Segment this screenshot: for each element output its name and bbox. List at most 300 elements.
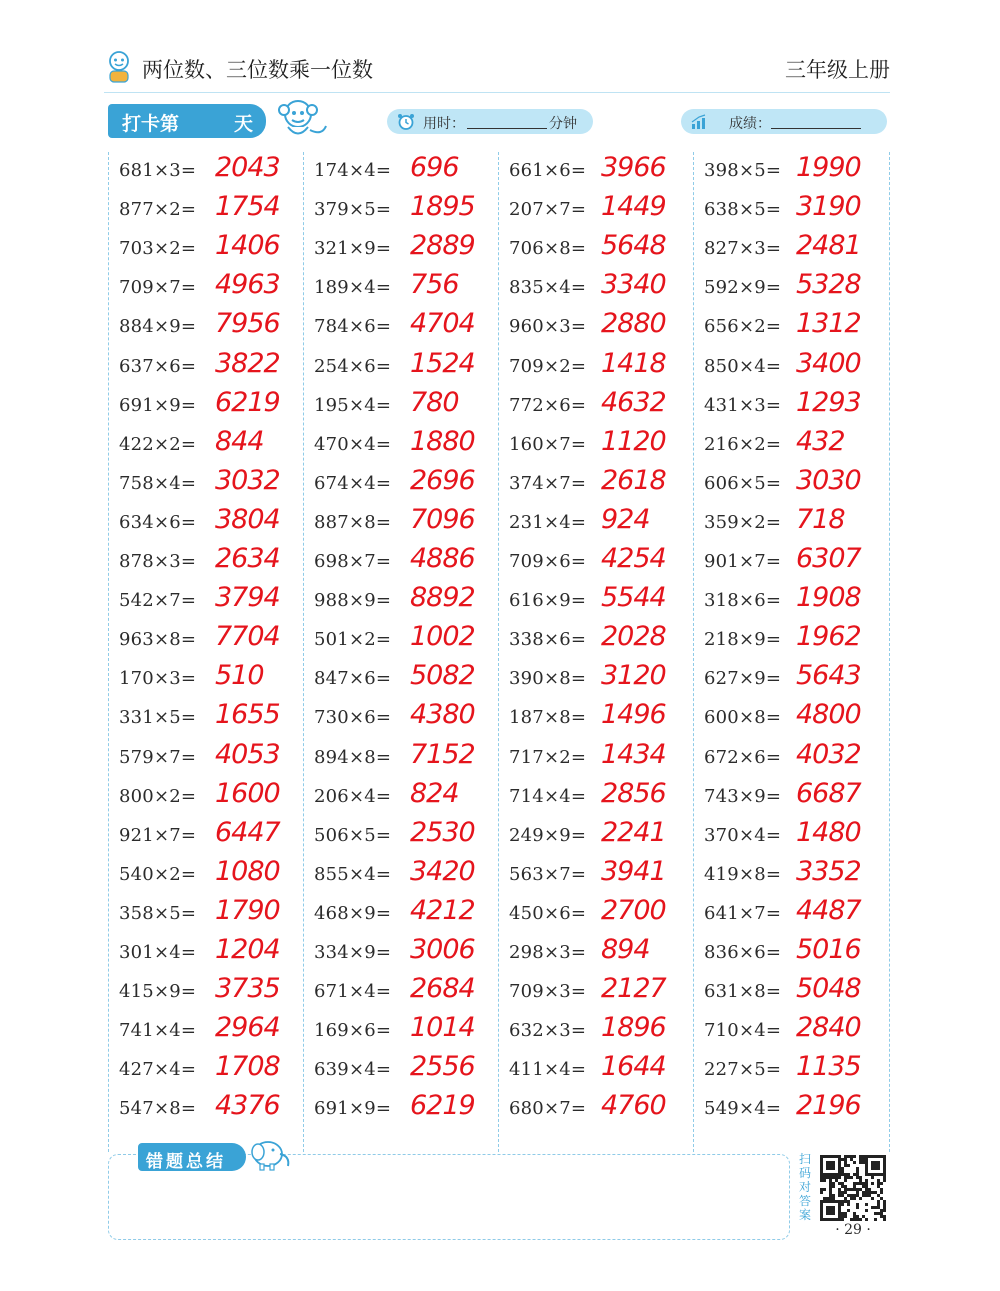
handwritten-answer: 6307 [796, 543, 861, 574]
problem-row [704, 230, 889, 266]
handwritten-answer: 894 [601, 934, 650, 965]
score-field [681, 109, 887, 134]
handwritten-answer: 2634 [215, 543, 280, 574]
handwritten-answer: 432 [796, 425, 845, 457]
problem-row [314, 504, 499, 540]
problem-row [704, 543, 889, 579]
problem-expression: 632×3= [509, 1020, 587, 1042]
handwritten-answer: 1708 [215, 1051, 280, 1083]
problem-row [704, 934, 889, 970]
problem-expression: 960×3= [509, 316, 587, 338]
problem-row [119, 856, 304, 892]
handwritten-answer: 2530 [410, 816, 475, 848]
problem-row [119, 1090, 304, 1126]
handwritten-answer: 3400 [796, 347, 861, 379]
problem-row [509, 308, 694, 344]
time-label: 用时： [423, 116, 465, 132]
problem-expression: 963×8= [119, 629, 197, 651]
handwritten-answer: 1990 [796, 152, 861, 183]
problem-row [314, 348, 499, 384]
problem-row [704, 152, 889, 188]
problem-row [119, 973, 304, 1009]
problem-row [704, 660, 889, 696]
problem-expression: 616×9= [509, 590, 587, 612]
problem-row [314, 1012, 499, 1048]
problem-row [509, 543, 694, 579]
handwritten-answer: 6219 [215, 386, 280, 418]
problem-row [509, 817, 694, 853]
handwritten-answer: 510 [215, 660, 264, 692]
problem-row [509, 739, 694, 775]
problem-expression: 850×4= [704, 355, 782, 377]
problem-row [314, 191, 499, 227]
problem-row [704, 621, 889, 657]
problem-expression: 169×6= [314, 1020, 392, 1042]
problem-expression: 506×5= [314, 824, 392, 846]
problem-row [119, 660, 304, 696]
problem-expression: 606×5= [704, 472, 782, 494]
elephant-mascot-icon [246, 1136, 294, 1172]
problem-expression: 741×4= [119, 1020, 197, 1042]
problem-row [704, 387, 889, 423]
problem-column-1 [108, 152, 304, 1152]
handwritten-answer: 5648 [601, 230, 666, 262]
handwritten-answer: 7096 [410, 503, 475, 535]
problem-expression: 835×4= [509, 277, 587, 299]
qr-code-icon[interactable] [818, 1154, 888, 1222]
problem-expression: 206×4= [314, 785, 392, 807]
scan-for-answers-label [799, 1152, 815, 1222]
time-unit: 分钟 [549, 116, 577, 132]
handwritten-answer: 1655 [215, 699, 280, 731]
problem-expression: 379×5= [314, 199, 392, 221]
problem-expression: 827×3= [704, 238, 782, 260]
problem-expression: 772×6= [509, 394, 587, 416]
problem-expression: 318×6= [704, 590, 782, 612]
handwritten-answer: 4376 [215, 1090, 280, 1122]
problem-expression: 216×2= [704, 433, 782, 455]
handwritten-answer: 8892 [410, 582, 475, 614]
handwritten-answer: 1080 [215, 855, 280, 887]
problem-expression: 501×2= [314, 629, 392, 651]
problem-row [509, 699, 694, 735]
handwritten-answer: 2481 [796, 230, 861, 262]
problem-row [704, 348, 889, 384]
problem-expression: 195×4= [314, 394, 392, 416]
problem-row [119, 387, 304, 423]
problem-row [509, 895, 694, 931]
handwritten-answer: 6447 [215, 816, 280, 848]
problem-expression: 800×2= [119, 785, 197, 807]
problem-row [704, 1051, 889, 1087]
handwritten-answer: 3420 [410, 855, 475, 887]
problem-expression: 579×7= [119, 746, 197, 768]
handwritten-answer: 3030 [796, 464, 861, 496]
problem-row [509, 1051, 694, 1087]
handwritten-answer: 3352 [796, 855, 861, 887]
problem-expression: 681×3= [119, 160, 197, 181]
problem-row [704, 269, 889, 305]
handwritten-answer: 4886 [410, 543, 475, 574]
handwritten-answer: 1600 [215, 777, 280, 809]
handwritten-answer: 4380 [410, 699, 475, 731]
handwritten-answer: 3966 [601, 152, 666, 183]
handwritten-answer: 4032 [796, 738, 861, 770]
problem-expression: 847×6= [314, 668, 392, 690]
page-number: · 29 · [835, 1222, 871, 1238]
mascot-logo-icon [104, 50, 134, 84]
problem-expression: 634×6= [119, 511, 197, 533]
problem-expression: 878×3= [119, 551, 197, 572]
problem-row [119, 1051, 304, 1087]
handwritten-answer: 3340 [601, 269, 666, 301]
mistakes-summary-tab [138, 1143, 246, 1171]
problem-expression: 390×8= [509, 668, 587, 690]
problem-row [119, 426, 304, 462]
problem-row [314, 699, 499, 735]
problem-expression: 743×9= [704, 785, 782, 807]
problem-row [704, 426, 889, 462]
problem-expression: 674×4= [314, 472, 392, 494]
problem-expression: 698×7= [314, 551, 392, 572]
handwritten-answer: 1480 [796, 816, 861, 848]
page-header [104, 48, 890, 92]
handwritten-answer: 5048 [796, 973, 861, 1005]
problem-row [704, 699, 889, 735]
problem-row [314, 934, 499, 970]
problem-row [119, 230, 304, 266]
handwritten-answer: 3735 [215, 973, 280, 1005]
handwritten-answer: 1790 [215, 894, 280, 926]
problem-expression: 671×4= [314, 981, 392, 1003]
problem-row [704, 1090, 889, 1126]
problem-row [314, 152, 499, 188]
grade-label: 三年级上册 [785, 58, 890, 82]
problem-expression: 627×9= [704, 668, 782, 690]
problem-row [119, 699, 304, 735]
time-input-line[interactable] [467, 128, 547, 129]
problem-expression: 427×4= [119, 1059, 197, 1081]
handwritten-answer: 756 [410, 269, 459, 301]
handwritten-answer: 4254 [601, 543, 666, 574]
problem-expression: 784×6= [314, 316, 392, 338]
handwritten-answer: 3190 [796, 191, 861, 223]
handwritten-answer: 1895 [410, 191, 475, 223]
problem-expression: 370×4= [704, 824, 782, 846]
problem-expression: 680×7= [509, 1098, 587, 1120]
problem-expression: 415×9= [119, 981, 197, 1003]
handwritten-answer: 696 [410, 152, 459, 183]
problem-expression: 836×6= [704, 942, 782, 963]
handwritten-answer: 1002 [410, 621, 475, 653]
problem-row [704, 465, 889, 501]
problem-expression: 709×6= [509, 551, 587, 572]
problem-row [119, 269, 304, 305]
handwritten-answer: 3794 [215, 582, 280, 614]
header-divider [104, 92, 890, 93]
handwritten-answer: 4632 [601, 386, 666, 418]
handwritten-answer: 2043 [215, 152, 280, 183]
problem-row [119, 582, 304, 618]
problem-row [509, 1090, 694, 1126]
problem-expression: 301×4= [119, 942, 197, 963]
problem-expression: 254×6= [314, 355, 392, 377]
problem-expression: 431×3= [704, 394, 782, 416]
handwritten-answer: 2684 [410, 973, 475, 1005]
handwritten-answer: 924 [601, 503, 650, 535]
problem-expression: 338×6= [509, 629, 587, 651]
handwritten-answer: 5643 [796, 660, 861, 692]
problem-expression: 249×9= [509, 824, 587, 846]
time-field [387, 109, 593, 134]
handwritten-answer: 1754 [215, 191, 280, 223]
problem-expression: 894×8= [314, 746, 392, 768]
problem-grid [108, 152, 888, 1152]
problem-row [509, 152, 694, 188]
handwritten-answer: 4760 [601, 1090, 666, 1122]
handwritten-answer: 718 [796, 503, 845, 535]
handwritten-answer: 2700 [601, 894, 666, 926]
handwritten-answer: 2696 [410, 464, 475, 496]
handwritten-answer: 2880 [601, 308, 666, 340]
problem-expression: 656×2= [704, 316, 782, 338]
problem-column-4 [693, 152, 890, 1152]
problem-row [119, 621, 304, 657]
handwritten-answer: 2127 [601, 973, 666, 1005]
problem-row [314, 426, 499, 462]
problem-expression: 691×9= [314, 1098, 392, 1120]
problem-expression: 450×6= [509, 902, 587, 924]
problem-row [314, 308, 499, 344]
problem-row [509, 856, 694, 892]
problem-row [509, 269, 694, 305]
score-input-line[interactable] [771, 128, 861, 129]
problem-expression: 884×9= [119, 316, 197, 338]
problem-row [119, 895, 304, 931]
problem-row [119, 152, 304, 188]
problem-row [314, 465, 499, 501]
problem-row [704, 191, 889, 227]
problem-row [314, 817, 499, 853]
problem-expression: 207×7= [509, 199, 587, 221]
problem-row [509, 973, 694, 1009]
handwritten-answer: 7704 [215, 621, 280, 653]
mistakes-summary-label: 错题总结 [146, 1152, 226, 1172]
problem-row [704, 1012, 889, 1048]
handwritten-answer: 2618 [601, 464, 666, 496]
problem-row [704, 856, 889, 892]
problem-expression: 631×8= [704, 981, 782, 1003]
problem-row [119, 504, 304, 540]
problem-row [704, 739, 889, 775]
handwritten-answer: 6687 [796, 777, 861, 809]
problem-row [704, 817, 889, 853]
problem-expression: 592×9= [704, 277, 782, 299]
handwritten-answer: 1014 [410, 1012, 475, 1044]
problem-row [314, 895, 499, 931]
page-title: 两位数、三位数乘一位数 [142, 58, 373, 82]
problem-expression: 160×7= [509, 433, 587, 455]
handwritten-answer: 824 [410, 777, 459, 809]
handwritten-answer: 3120 [601, 660, 666, 692]
problem-row [509, 348, 694, 384]
handwritten-answer: 1312 [796, 308, 861, 340]
problem-row [509, 387, 694, 423]
handwritten-answer: 2856 [601, 777, 666, 809]
problem-row [509, 1012, 694, 1048]
problem-expression: 321×9= [314, 238, 392, 260]
problem-row [509, 582, 694, 618]
handwritten-answer: 4053 [215, 738, 280, 770]
handwritten-answer: 3941 [601, 855, 666, 887]
handwritten-answer: 2840 [796, 1012, 861, 1044]
problem-row [704, 895, 889, 931]
problem-row [119, 778, 304, 814]
problem-expression: 988×9= [314, 590, 392, 612]
problem-row [314, 778, 499, 814]
score-label: 成绩： [729, 116, 771, 132]
problem-expression: 855×4= [314, 863, 392, 885]
handwritten-answer: 1496 [601, 699, 666, 731]
problem-row [119, 934, 304, 970]
handwritten-answer: 7956 [215, 308, 280, 340]
problem-row [704, 778, 889, 814]
problem-expression: 468×9= [314, 902, 392, 924]
handwritten-answer: 1434 [601, 738, 666, 770]
problem-expression: 710×4= [704, 1020, 782, 1042]
handwritten-answer: 1293 [796, 386, 861, 418]
problem-expression: 637×6= [119, 355, 197, 377]
problem-row [119, 308, 304, 344]
problem-expression: 334×9= [314, 942, 392, 963]
handwritten-answer: 3804 [215, 503, 280, 535]
problem-row [314, 543, 499, 579]
handwritten-answer: 2196 [796, 1090, 861, 1122]
problem-expression: 218×9= [704, 629, 782, 651]
handwritten-answer: 4704 [410, 308, 475, 340]
handwritten-answer: 2241 [601, 816, 666, 848]
problem-expression: 298×3= [509, 942, 587, 963]
problem-expression: 470×4= [314, 433, 392, 455]
problem-expression: 358×5= [119, 902, 197, 924]
problem-expression: 877×2= [119, 199, 197, 221]
problem-expression: 703×2= [119, 238, 197, 260]
handwritten-answer: 4800 [796, 699, 861, 731]
punch-card-banner [108, 104, 266, 138]
problem-expression: 600×8= [704, 707, 782, 729]
problem-expression: 714×4= [509, 785, 587, 807]
handwritten-answer: 844 [215, 425, 264, 457]
problem-expression: 422×2= [119, 433, 197, 455]
handwritten-answer: 4212 [410, 894, 475, 926]
problem-row [509, 934, 694, 970]
handwritten-answer: 1962 [796, 621, 861, 653]
handwritten-answer: 5544 [601, 582, 666, 614]
handwritten-answer: 6219 [410, 1090, 475, 1122]
problem-expression: 717×2= [509, 746, 587, 768]
problem-expression: 359×2= [704, 511, 782, 533]
problem-expression: 672×6= [704, 746, 782, 768]
problem-expression: 691×9= [119, 394, 197, 416]
problem-expression: 170×3= [119, 668, 197, 690]
handwritten-answer: 1418 [601, 347, 666, 379]
problem-expression: 540×2= [119, 863, 197, 885]
handwritten-answer: 2028 [601, 621, 666, 653]
handwritten-answer: 2889 [410, 230, 475, 262]
handwritten-answer: 1644 [601, 1051, 666, 1083]
handwritten-answer: 1406 [215, 230, 280, 262]
problem-expression: 542×7= [119, 590, 197, 612]
problem-expression: 374×7= [509, 472, 587, 494]
problem-expression: 187×8= [509, 707, 587, 729]
problem-expression: 411×4= [509, 1059, 587, 1081]
problem-row [314, 621, 499, 657]
problem-row [119, 465, 304, 501]
handwritten-answer: 1524 [410, 347, 475, 379]
problem-row [509, 621, 694, 657]
problem-row [314, 1090, 499, 1126]
problem-expression: 189×4= [314, 277, 392, 299]
handwritten-answer: 4487 [796, 894, 861, 926]
alarm-clock-icon [397, 113, 415, 130]
problem-row [119, 543, 304, 579]
problem-row [704, 582, 889, 618]
handwritten-answer: 2556 [410, 1051, 475, 1083]
problem-expression: 709×2= [509, 355, 587, 377]
handwritten-answer: 1135 [796, 1051, 861, 1083]
problem-row [509, 426, 694, 462]
handwritten-answer: 3006 [410, 934, 475, 965]
handwritten-answer: 4963 [215, 269, 280, 301]
problem-row [314, 230, 499, 266]
problem-expression: 921×7= [119, 824, 197, 846]
handwritten-answer: 1880 [410, 425, 475, 457]
handwritten-answer: 1896 [601, 1012, 666, 1044]
problem-row [509, 778, 694, 814]
problem-row [509, 465, 694, 501]
problem-row [704, 973, 889, 1009]
handwritten-answer: 1908 [796, 582, 861, 614]
problem-expression: 758×4= [119, 472, 197, 494]
problem-row [314, 856, 499, 892]
problem-expression: 639×4= [314, 1059, 392, 1081]
handwritten-answer: 1449 [601, 191, 666, 223]
problem-row [509, 504, 694, 540]
bar-chart-icon [691, 113, 709, 130]
problem-expression: 231×4= [509, 511, 587, 533]
monkey-mascot-icon [272, 96, 330, 142]
punch-label: 打卡第 [122, 113, 180, 135]
handwritten-answer: 5016 [796, 934, 861, 965]
problem-row [119, 817, 304, 853]
handwritten-answer: 780 [410, 386, 459, 418]
problem-expression: 398×5= [704, 160, 782, 181]
problem-expression: 901×7= [704, 551, 782, 572]
problem-row [314, 269, 499, 305]
problem-row [509, 191, 694, 227]
punch-day-label: 天 [234, 113, 254, 135]
problem-row [314, 387, 499, 423]
problem-expression: 547×8= [119, 1098, 197, 1120]
problem-row [314, 739, 499, 775]
problem-expression: 709×3= [509, 981, 587, 1003]
problem-row [119, 348, 304, 384]
problem-row [314, 582, 499, 618]
problem-expression: 227×5= [704, 1059, 782, 1081]
problem-column-3 [498, 152, 694, 1152]
problem-column-2 [303, 152, 499, 1152]
problem-expression: 661×6= [509, 160, 587, 181]
